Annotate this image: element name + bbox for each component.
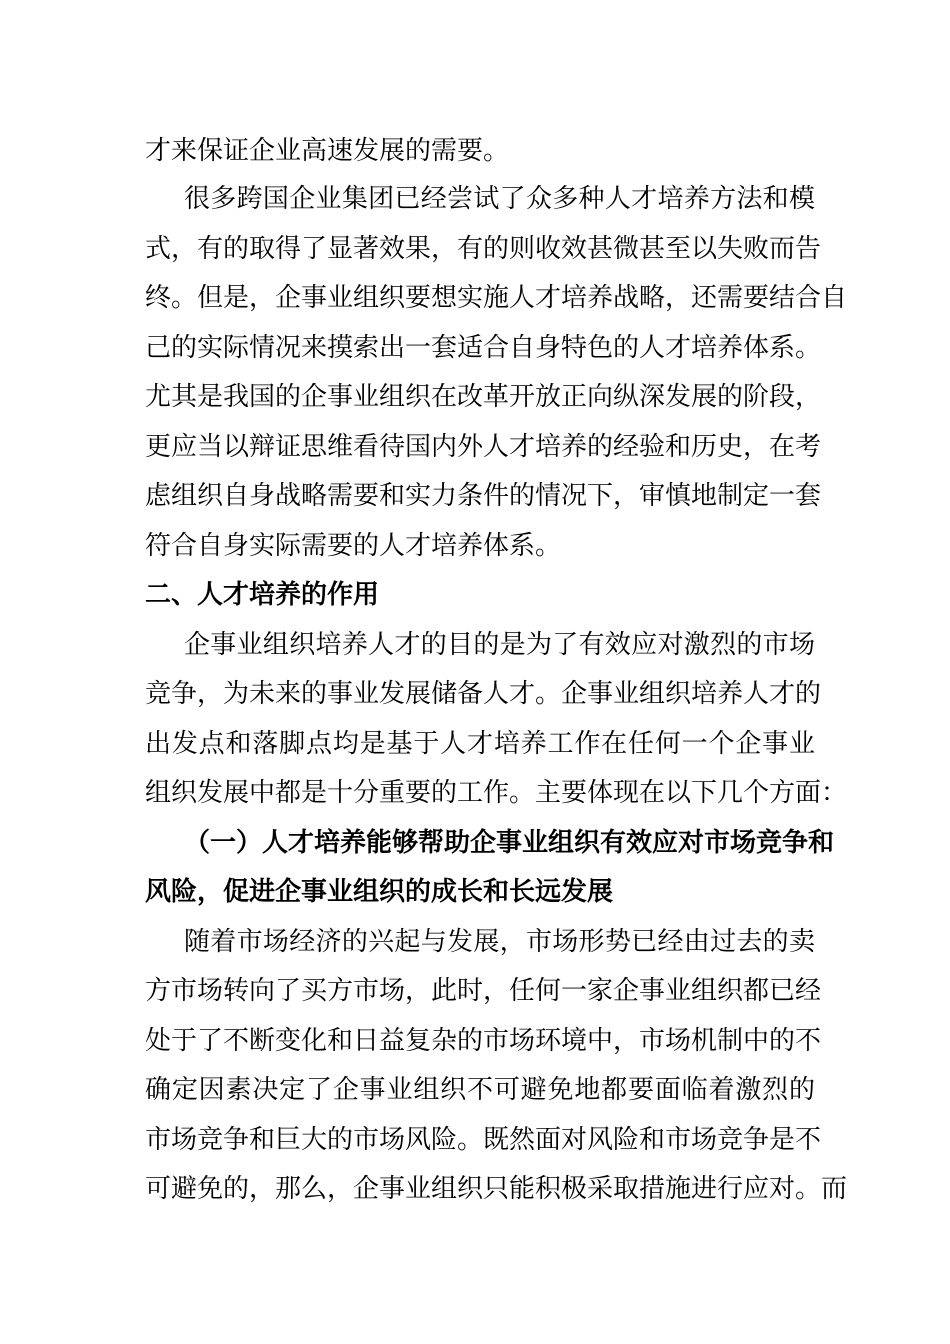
paragraph-line: 很多跨国企业集团已经尝试了众多种人才培养方法和模	[184, 184, 815, 214]
subsection-heading: （一）人才培养能够帮助企事业组织有效应对市场竞争和	[184, 828, 835, 858]
paragraph-line: 可避免的，那么，企事业组织只能积极采取措施进行应对。而	[145, 1174, 848, 1204]
paragraph-line: 处于了不断变化和日益复杂的市场环境中，市场机制中的不	[145, 1026, 822, 1056]
section-heading: 二、人才培养的作用	[145, 580, 380, 610]
paragraph-line: 尤其是我国的企事业组织在改革开放正向纵深发展的阶段，	[145, 382, 822, 412]
paragraph-line: 确定因素决定了企事业组织不可避免地都要面临着激烈的	[145, 1075, 815, 1105]
paragraph-line: 终。但是，企事业组织要想实施人才培养战略，还需要结合自	[145, 283, 848, 313]
paragraph-line: 竞争，为未来的事业发展储备人才。企事业组织培养人才的	[145, 679, 822, 709]
paragraph-line: 市场竞争和巨大的市场风险。既然面对风险和市场竞争是不	[145, 1125, 822, 1155]
paragraph-line: 虑组织自身战略需要和实力条件的情况下，审慎地制定一套	[145, 481, 822, 511]
paragraph-line: 方市场转向了买方市场，此时，任何一家企事业组织都已经	[145, 976, 822, 1006]
paragraph-line: 才来保证企业高速发展的需要。	[145, 136, 510, 166]
paragraph-line: 随着市场经济的兴起与发展，市场形势已经由过去的卖	[184, 927, 815, 957]
paragraph-line: 组织发展中都是十分重要的工作。主要体现在以下几个方面：	[145, 778, 848, 808]
paragraph-line: 企事业组织培养人才的目的是为了有效应对激烈的市场	[184, 630, 815, 660]
paragraph-line: 出发点和落脚点均是基于人才培养工作在任何一个企事业	[145, 729, 815, 759]
paragraph-line: 己的实际情况来摸索出一套适合自身特色的人才培养体系。	[145, 333, 822, 363]
paragraph-line: 式，有的取得了显著效果，有的则收效甚微甚至以失败而告	[145, 234, 822, 264]
paragraph-line: 符合自身实际需要的人才培养体系。	[145, 531, 562, 561]
subsection-heading: 风险，促进企事业组织的成长和长远发展	[145, 877, 614, 907]
paragraph-line: 更应当以辩证思维看待国内外人才培养的经验和历史，在考	[145, 432, 822, 462]
